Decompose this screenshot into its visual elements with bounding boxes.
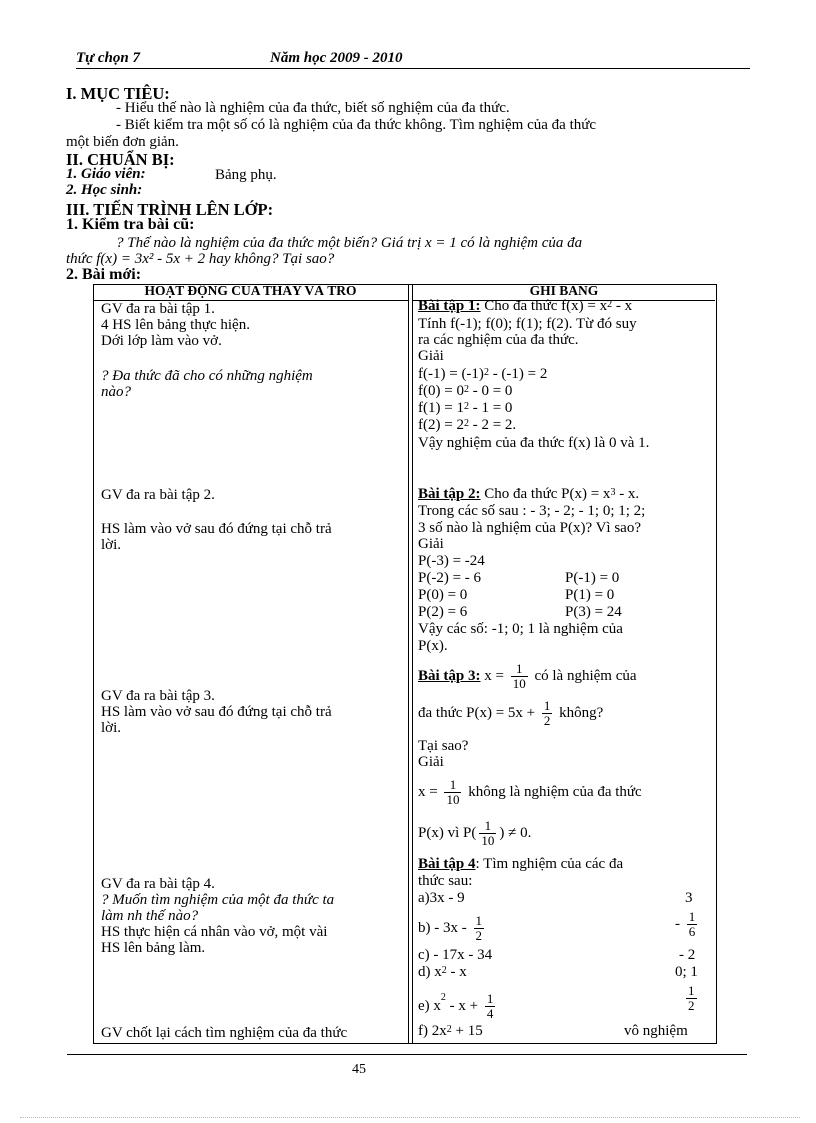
bt3-l2b: không?	[555, 704, 604, 721]
bt1-step1	[418, 367, 547, 383]
bt4-pf-sup: 2	[446, 1024, 452, 1035]
left-conclusion: GV chốt lại cách tìm nghiệm của đa thức	[101, 1025, 348, 1041]
sec1-item-2: - Biết kiểm tra một số có là nghiệm của đa thức không. Tìm nghiệm của đa thức	[116, 117, 597, 133]
bt4-pb-root	[675, 910, 700, 939]
student-label: 2. Học sinh:	[66, 182, 143, 198]
bt3-frac2-num: 1	[543, 698, 551, 713]
col-header-board: GHI BẢNG	[413, 284, 715, 301]
bt4-pe	[418, 992, 498, 1021]
bt1-line1	[418, 299, 632, 315]
left-bt1-q-2: nào?	[101, 384, 131, 400]
bt3-ans1	[418, 778, 642, 807]
left-bt4-2: ? Muốn tìm nghiệm của một đa thức ta	[101, 892, 335, 908]
bt4-pe-root-frac	[686, 984, 697, 1013]
bt4-pf-root: vô nghiệm	[624, 1023, 688, 1039]
bt2-r3a: P(0) = 0	[418, 587, 468, 603]
bt2-r3b: P(1) = 0	[565, 587, 615, 603]
header-left: Tự chọn 7	[76, 50, 140, 66]
bt4-pb-root-num: 1	[688, 909, 696, 924]
bt1-text: Cho đa thức f(x) = x	[480, 298, 608, 314]
bt4-pb	[418, 914, 487, 943]
bt1-step4-sup: 2	[463, 418, 469, 429]
bt4-pd-sup: 2	[441, 965, 447, 976]
lesson-table	[93, 284, 717, 1044]
bt3-frac-den: 10	[512, 676, 526, 691]
bt1-step3-b: - 1 = 0	[468, 400, 513, 416]
bt3-ans2-b: ) ≠ 0.	[499, 824, 532, 841]
bt2-r2b: P(-1) = 0	[565, 570, 620, 586]
bt4-pb-num: 1	[475, 913, 482, 928]
footer-rule	[67, 1054, 747, 1055]
bt3-q: có là nghiệm của	[530, 667, 637, 684]
left-bt2-3: lời.	[101, 537, 122, 553]
bt4-pb-text: b) - 3x -	[418, 919, 471, 936]
sec1-item-3: một biến đơn giản.	[66, 134, 179, 150]
bt4-pd-text: d) x	[418, 964, 442, 980]
bt1-step4	[418, 418, 516, 434]
bt1-step4-a: f(2) = 2	[418, 417, 464, 433]
col-header-activities: HOẠT ĐỘNG CỦA THẦY VÀ TRÒ	[93, 284, 408, 301]
bt4-pd-root: 0; 1	[675, 964, 698, 980]
bt1-line3: ra các nghiệm của đa thức.	[418, 332, 579, 348]
bt4-pc-root: - 2	[679, 947, 696, 963]
bt4-pa: a)3x - 9	[418, 890, 465, 906]
left-bt3-2: HS làm vào vở sau đó đứng tại chỗ trả	[101, 704, 332, 720]
bt1-step3-sup: 2	[463, 401, 469, 412]
page-edge-dots	[20, 1117, 800, 1118]
old-lesson-q2: thức f(x) = 3x² - 5x + 2 hay không? Tại sao?	[66, 251, 335, 267]
bt2-end2: P(x).	[418, 638, 448, 654]
bt2-giai: Giải	[418, 536, 444, 552]
bt2-line1	[418, 487, 639, 503]
bt2-r4b: P(3) = 24	[565, 604, 622, 620]
left-bt1-q	[101, 369, 401, 385]
sec3-sub2: 2. Bài mới:	[66, 266, 142, 283]
bt3-frac3-num: 1	[444, 778, 461, 793]
bt4-pb-root-frac	[687, 910, 698, 939]
left-bt1-1: GV đa ra bài tập 1.	[101, 301, 215, 317]
bt3-line3: Tại sao?	[418, 738, 469, 754]
bt3-l2a: đa thức P(x) = 5x +	[418, 704, 539, 721]
bt3-x: x =	[480, 667, 508, 684]
bt4-pe-sup: 2	[440, 992, 446, 1003]
bt3-frac4-den: 10	[481, 833, 495, 848]
bt1-step1-a: f(-1) = (-1)	[418, 366, 484, 382]
bt1-giai: Giải	[418, 348, 444, 364]
bt4-pe-root-den: 2	[688, 998, 695, 1013]
bt4-pf-text: f) 2x	[418, 1023, 447, 1039]
bt1-step3-a: f(1) = 1	[418, 400, 464, 416]
bt2-end1: Vậy các số: -1; 0; 1 là nghiệm của	[418, 621, 623, 637]
bt3-ans-b: không là nghiệm của đa thức	[464, 783, 642, 800]
left-bt4-5: HS lên bảng làm.	[101, 940, 206, 956]
bt3-label: Bài tập 3:	[418, 667, 481, 684]
bt3-frac2-den: 2	[543, 713, 551, 728]
bt1-step1-b: - (-1) = 2	[488, 366, 548, 382]
bt2-tail: - x.	[615, 486, 640, 502]
bt2-label: Bài tập 2:	[418, 486, 481, 502]
bt4-pe-root-num: 1	[688, 983, 695, 998]
left-bt3-3: lời.	[101, 720, 122, 736]
bt3-ans2-a: P(x) vì P(	[418, 824, 477, 841]
left-bt1-3: Dới lớp làm vào vở.	[101, 333, 222, 349]
bt4-label: Bài tập 4	[418, 856, 476, 872]
bt1-step2-a: f(0) = 0	[418, 383, 464, 399]
bt2-sup: 3	[610, 487, 616, 498]
bt3-line2	[418, 699, 603, 728]
header-right: Năm học 2009 - 2010	[270, 50, 403, 66]
bt4-pd-tail: - x	[446, 964, 467, 980]
bt4-pb-den: 2	[475, 928, 482, 943]
sec2-title: II. CHUẨN BỊ:	[66, 150, 175, 169]
page-header	[76, 50, 750, 69]
left-bt2-1: GV đa ra bài tập 2.	[101, 487, 215, 503]
bt2-r4a: P(2) = 6	[418, 604, 468, 620]
bt1-tail: - x	[612, 298, 633, 314]
left-bt4-3: làm nh thế nào?	[101, 908, 199, 924]
bt3-frac2	[542, 699, 553, 728]
bt3-line1	[418, 662, 637, 691]
left-bt4-4: HS thực hiện cá nhân vào vở, một vài	[101, 924, 328, 940]
bt4-pb-root-sign: -	[675, 915, 684, 932]
sec1-item-1: - Hiểu thế nào là nghiệm của đa thức, biết số nghiệm của đa thức.	[116, 100, 510, 116]
bt4-pe-root	[683, 984, 700, 1013]
bt3-ans-a: x =	[418, 783, 442, 800]
bt4-line1	[418, 857, 623, 873]
bt2-line2: Trong các số sau : - 3; - 2; - 1; 0; 1; 2;	[418, 503, 646, 519]
bt3-frac	[511, 662, 528, 691]
bt1-step4-b: - 2 = 2.	[468, 417, 517, 433]
bt4-pb-root-den: 6	[688, 924, 696, 939]
bt4-pe-den: 4	[486, 1006, 494, 1021]
bt1-step2-sup: 2	[463, 384, 469, 395]
left-bt1-q-1: ? Đa thức đã cho có những nghiệm	[101, 368, 313, 384]
bt4-pe-frac	[485, 992, 496, 1021]
page-number: 45	[352, 1062, 366, 1077]
bt1-line2: Tính f(-1); f(0); f(1); f(2). Từ đó suy	[418, 316, 637, 332]
left-bt4-1: GV đa ra bài tập 4.	[101, 876, 215, 892]
bt4-pd	[418, 965, 467, 981]
bt1-step2-b: - 0 = 0	[468, 383, 513, 399]
bt4-pf-tail: + 15	[451, 1023, 483, 1039]
bt1-label: Bài tập 1:	[418, 298, 481, 314]
sec3-sub1: 1. Kiểm tra bài cũ:	[66, 216, 195, 233]
left-bt2-2: HS làm vào vở sau đó đứng tại chỗ trả	[101, 521, 332, 537]
bt2-r2a: P(-2) = - 6	[418, 570, 482, 586]
bt4-pf	[418, 1024, 483, 1040]
bt3-ans2	[418, 819, 531, 848]
bt3-frac4-num: 1	[479, 819, 496, 834]
bt3-frac-num: 1	[511, 662, 528, 677]
sec3-title: III. TIẾN TRÌNH LÊN LỚP:	[66, 200, 274, 219]
sec1-title: I. MỤC TIÊU:	[66, 84, 170, 103]
bt1-sup: 2	[607, 299, 613, 310]
teacher-label: 1. Giáo viên:	[66, 166, 146, 182]
left-bt3-1: GV đa ra bài tập 3.	[101, 688, 215, 704]
teacher-value: Bảng phụ.	[215, 167, 277, 183]
bt3-frac4	[479, 819, 496, 848]
bt1-step1-sup: 2	[483, 367, 489, 378]
bt4-pe-text: e) x	[418, 997, 441, 1014]
bt3-giai: Giải	[418, 754, 444, 770]
bt4-pe-num: 1	[486, 991, 494, 1006]
bt4-pe-tail: - x +	[445, 997, 482, 1014]
bt3-frac3-den: 10	[446, 792, 460, 807]
bt4-line2: thức sau:	[418, 873, 473, 889]
bt4-pb-frac	[474, 914, 485, 943]
old-lesson-q1: ? Thế nào là nghiệm của đa thức một biến? Giá trị x = 1 có là nghiệm của đa	[116, 235, 583, 251]
bt4-pa-root: 3	[685, 890, 693, 906]
bt2-r1: P(-3) = -24	[418, 553, 485, 569]
bt1-step2	[418, 384, 512, 400]
bt2-line3: 3 số nào là nghiệm của P(x)? Vì sao?	[418, 520, 642, 536]
bt1-conclusion: Vậy nghiệm của đa thức f(x) là 0 và 1.	[418, 435, 650, 451]
left-bt1-2: 4 HS lên bảng thực hiện.	[101, 317, 250, 333]
bt4-text: : Tìm nghiệm của các đa	[475, 856, 624, 872]
bt4-pc: c) - 17x - 34	[418, 947, 493, 963]
bt3-frac3	[444, 778, 461, 807]
bt2-text: Cho đa thức P(x) = x	[480, 486, 611, 502]
bt1-step3	[418, 401, 512, 417]
